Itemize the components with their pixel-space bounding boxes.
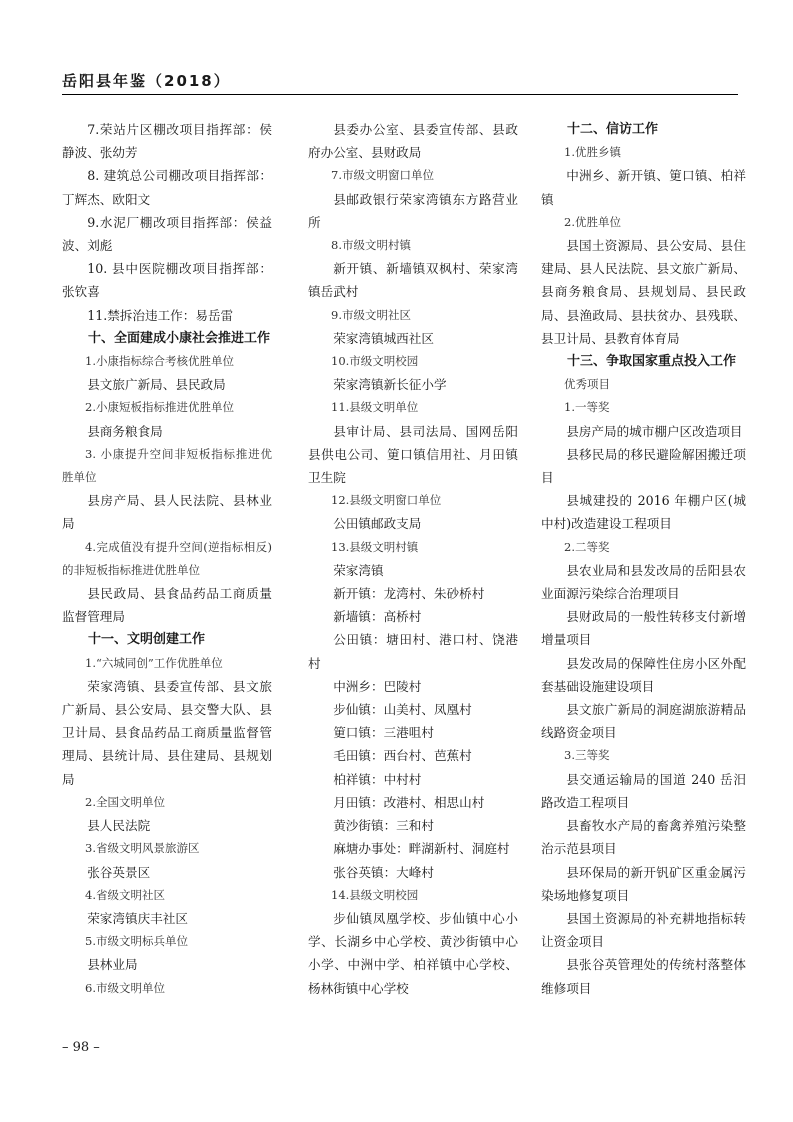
- body-paragraph: 柏祥镇：中村村: [333, 771, 422, 787]
- body-paragraph: 县人民法院: [87, 818, 151, 834]
- body-paragraph: 毛田镇：西台村、芭蕉村: [333, 748, 472, 764]
- body-paragraph: 县房产局、县人民法院、县林业局: [62, 493, 272, 532]
- body-paragraph: 荣家湾镇: [333, 562, 384, 578]
- category-label: 2.二等奖: [564, 539, 610, 554]
- body-paragraph: 11.禁拆治违工作：易岳雷: [87, 307, 234, 323]
- body-paragraph: 中洲乡、新开镇、筻口镇、柏祥镇: [541, 168, 746, 207]
- body-paragraph: 8. 建筑总公司棚改项目指挥部：丁辉杰、欧阳文: [62, 168, 272, 207]
- category-label: 2.优胜单位: [564, 214, 621, 229]
- body-paragraph: 荣家湾镇庆丰社区: [87, 910, 188, 926]
- body-paragraph: 县邮政银行荣家湾镇东方路营业所: [308, 191, 518, 230]
- body-paragraph: 公田镇：塘田村、港口村、饶港村: [308, 632, 518, 671]
- body-paragraph: 县张谷英管理处的传统村落整体维修项目: [541, 957, 746, 996]
- body-paragraph: 县审计局、县司法局、国网岳阳县供电公司、筻口镇信用社、月田镇卫生院: [308, 423, 518, 486]
- body-paragraph: 步仙镇凤凰学校、步仙镇中心小学、长湖乡中心学校、黄沙街镇中心小学、中洲中学、柏祥镇中心学校、杨林街镇中心学校: [308, 910, 518, 996]
- text-column-2: [308, 118, 518, 1000]
- category-label: 12.县级文明窗口单位: [331, 493, 442, 508]
- category-label: 1.优胜乡镇: [564, 145, 621, 160]
- body-paragraph: 7.荣站片区棚改项目指挥部：侯静波、张幼芳: [62, 122, 272, 161]
- category-label: 2.全国文明单位: [85, 794, 165, 809]
- body-paragraph: 县文旅广新局、县民政局: [87, 377, 226, 393]
- body-paragraph: 县国土资源局、县公安局、县住建局、县人民法院、县文旅广新局、县商务粮食局、县规划局、县民政局、县渔政局、县扶贫办、县残联、县卫计局、县教育体育局: [541, 238, 746, 346]
- body-paragraph: 新开镇：龙湾村、朱砂桥村: [333, 586, 485, 602]
- body-paragraph: 县交通运输局的国道 240 岳汨路改造工程项目: [541, 771, 746, 810]
- section-heading: 十三、争取国家重点投入工作: [567, 354, 737, 370]
- category-label: 7.市级文明窗口单位: [331, 168, 434, 183]
- body-paragraph: 县财政局的一般性转移支付新增增量项目: [541, 609, 746, 648]
- header-title: 岳阳县年鉴（2018）: [62, 72, 231, 90]
- body-paragraph: 荣家湾镇、县委宣传部、县文旅广新局、县公安局、县交警大队、县卫计局、县食品药品工商质量监督管理局、县统计局、县住建局、县规划局: [62, 678, 272, 787]
- body-paragraph: 月田镇：改港村、相思山村: [333, 794, 485, 810]
- body-paragraph: 县发改局的保障性住房小区外配套基础设施建设项目: [541, 655, 746, 694]
- category-label: 2.小康短板指标推进优胜单位: [85, 400, 234, 415]
- body-paragraph: 县环保局的新开钒矿区重金属污染场地修复项目: [541, 864, 746, 903]
- category-label: 1.“六城同创”工作优胜单位: [85, 655, 223, 670]
- category-label: 5.市级文明标兵单位: [85, 934, 188, 949]
- section-heading: 十、全面建成小康社会推进工作: [88, 330, 271, 346]
- body-paragraph: 荣家湾镇新长征小学: [333, 377, 447, 393]
- body-paragraph: 张谷英镇：大峰村: [333, 864, 434, 880]
- body-paragraph: 麻塘办事处：畔湖新村、洞庭村: [333, 841, 510, 857]
- body-paragraph: 县畜牧水产局的畜禽养殖污染整治示范县项目: [541, 818, 746, 857]
- category-label: 8.市级文明村镇: [331, 238, 411, 253]
- body-paragraph: 县委办公室、县委宣传部、县政府办公室、县财政局: [308, 122, 518, 161]
- body-paragraph: 新墙镇：高桥村: [333, 609, 422, 625]
- section-heading: 十二、信访工作: [567, 122, 659, 137]
- category-label: 3. 小康提升空间非短板指标推进优胜单位: [62, 446, 272, 485]
- body-paragraph: 步仙镇：山美村、凤凰村: [333, 702, 472, 718]
- category-label: 13.县级文明村镇: [331, 539, 419, 554]
- body-paragraph: 县房产局的城市棚户区改造项目: [566, 423, 743, 439]
- body-paragraph: 公田镇邮政支局: [333, 516, 422, 532]
- body-paragraph: 10. 县中医院棚改项目指挥部：张钦喜: [62, 261, 272, 300]
- body-paragraph: 中洲乡：巴陵村: [333, 678, 422, 694]
- body-paragraph: 黄沙街镇：三和村: [333, 818, 434, 834]
- category-label: 1.一等奖: [564, 400, 610, 415]
- page-number: – 98 –: [62, 1040, 100, 1055]
- running-header: [62, 68, 738, 95]
- category-label: 11.县级文明单位: [331, 400, 419, 415]
- body-paragraph: 县文旅广新局的洞庭湖旅游精品线路资金项目: [541, 702, 746, 741]
- body-paragraph: 9.水泥厂棚改项目指挥部：侯益波、刘彪: [62, 214, 272, 254]
- category-label: 6.市级文明单位: [85, 980, 165, 995]
- body-paragraph: 县林业局: [87, 957, 138, 973]
- body-paragraph: 筻口镇：三港咀村: [333, 725, 434, 741]
- body-paragraph: 县移民局的移民避险解困搬迁项目: [541, 446, 746, 486]
- body-paragraph: 县民政局、县食品药品工商质量监督管理局: [62, 586, 272, 625]
- body-paragraph: 县城建投的 2016 年棚户区(城中村)改造建设工程项目: [541, 493, 746, 532]
- category-label: 3.省级文明风景旅游区: [85, 841, 200, 856]
- body-paragraph: 县国土资源局的补充耕地指标转让资金项目: [541, 910, 746, 950]
- category-label: 9.市级文明社区: [331, 307, 411, 322]
- body-paragraph: 新开镇、新墙镇双枫村、荣家湾镇岳武村: [308, 261, 518, 300]
- category-label: 1.小康指标综合考核优胜单位: [85, 354, 234, 369]
- category-label: 4.省级文明社区: [85, 887, 165, 902]
- text-column-3: [541, 118, 746, 1000]
- text-column-1: [62, 118, 272, 1000]
- category-label: 10.市级文明校园: [331, 354, 419, 369]
- section-heading: 十一、文明创建工作: [88, 632, 206, 648]
- body-paragraph: 县农业局和县发改局的岳阳县农业面源污染综合治理项目: [541, 562, 746, 602]
- category-label: 优秀项目: [564, 377, 610, 392]
- body-paragraph: 荣家湾镇城西社区: [333, 330, 434, 346]
- category-label: 3.三等奖: [564, 748, 610, 763]
- body-paragraph: 张谷英景区: [87, 864, 151, 880]
- category-label: 4.完成值没有提升空间(逆指标相反)的非短板指标推进优胜单位: [62, 539, 272, 577]
- body-paragraph: 县商务粮食局: [87, 423, 163, 439]
- category-label: 14.县级文明校园: [331, 887, 419, 902]
